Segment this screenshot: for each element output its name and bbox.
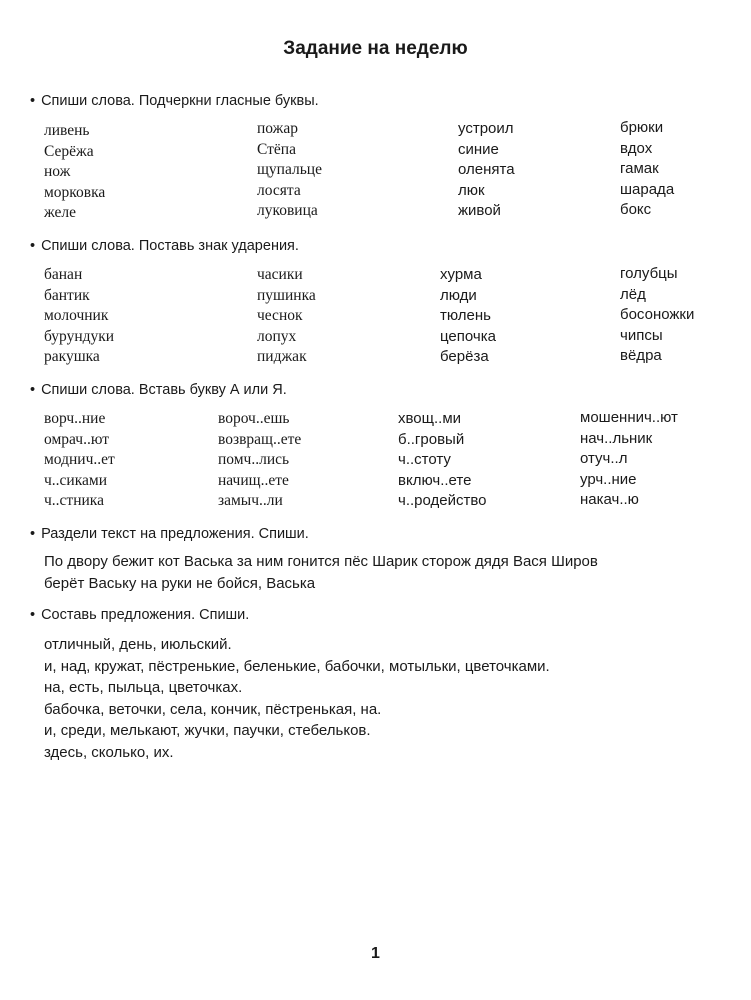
word: голубцы: [620, 265, 678, 282]
word: нож: [44, 163, 71, 180]
sentence-line: на, есть, пыльца, цветочках.: [44, 679, 243, 696]
word: желе: [44, 204, 76, 221]
word: щупальце: [257, 161, 322, 178]
paragraph-line: По двору бежит кот Васька за ним гонится пёс Шарик сторож дядя Вася Широв: [44, 553, 598, 570]
word: вдох: [620, 139, 653, 157]
word: включ..ете: [398, 471, 472, 489]
word: люк: [458, 181, 485, 199]
word: синие: [458, 140, 499, 158]
word: брюки: [620, 119, 664, 136]
instruction-text: Спиши слова. Поставь знак ударения.: [41, 238, 299, 254]
word-column: [257, 119, 322, 222]
page-title: Задание на неделю: [283, 38, 468, 59]
word: пожар: [257, 120, 298, 137]
task-instruction-1: [30, 93, 319, 109]
word: молочник: [44, 307, 109, 324]
word: моднич..ет: [44, 451, 115, 468]
word-column: [620, 264, 694, 367]
word: урч..ние: [580, 470, 637, 488]
sentence-line: бабочка, веточки, села, кончик, пёстренькая, на.: [44, 700, 382, 718]
sentence-line: здесь, сколько, их.: [44, 743, 174, 761]
word: оленята: [458, 161, 515, 178]
word: ч..родейство: [398, 492, 487, 509]
word: возвращ..ете: [218, 430, 302, 448]
word-column: [620, 118, 674, 221]
instruction-text: Спиши слова. Вставь букву А или Я.: [41, 382, 287, 398]
word: чеснок: [257, 307, 303, 324]
bullet: •: [30, 382, 36, 398]
word: ворч..ние: [44, 410, 106, 427]
word: лопух: [257, 327, 297, 345]
instruction-text: Раздели текст на предложения. Спиши.: [41, 526, 309, 542]
page-number: 1: [371, 945, 380, 962]
word: устроил: [458, 120, 514, 137]
word: тюлень: [440, 307, 491, 324]
word-column: [44, 121, 105, 224]
word-column: [257, 265, 316, 368]
word: ч..стоту: [398, 451, 451, 468]
word: лосята: [257, 181, 301, 199]
word: накач..ю: [580, 491, 639, 508]
word: ч..стника: [44, 492, 104, 509]
instruction-text: Спиши слова. Подчеркни гласные буквы.: [41, 93, 319, 109]
word: ракушка: [44, 348, 100, 365]
word: пушинка: [257, 286, 316, 304]
word: берёза: [440, 348, 489, 365]
word: начищ..ете: [218, 471, 289, 489]
word: морковка: [44, 183, 106, 201]
word: шарада: [620, 180, 675, 198]
paragraph-line: берёт Ваську на руки не бойся, Васька: [44, 575, 316, 592]
word: б..гровый: [398, 430, 465, 448]
bullet: •: [30, 238, 36, 254]
word: люди: [440, 286, 477, 304]
sentence-line: и, среди, мелькают, жучки, паучки, стебельков.: [44, 722, 371, 739]
word-column: [440, 265, 496, 368]
sentence-line: и, над, кружат, пёстренькие, беленькие, бабочки, мотыльки, цветочками.: [44, 657, 550, 675]
word: Стёпа: [257, 140, 296, 158]
word: вороч..ешь: [218, 410, 290, 427]
word: хвощ..ми: [398, 410, 462, 427]
word: луковица: [257, 202, 318, 219]
word-column: [580, 408, 678, 511]
word-column: [398, 409, 487, 512]
word: бурундуки: [44, 327, 115, 345]
word: босоножки: [620, 306, 695, 323]
word: банан: [44, 266, 83, 283]
word: нач..льник: [580, 429, 653, 447]
word: бантик: [44, 286, 90, 304]
word: ливень: [44, 122, 90, 139]
word: ч..сиками: [44, 471, 107, 489]
word: живой: [458, 202, 501, 219]
word: помч..лись: [218, 451, 290, 468]
word: лёд: [620, 285, 646, 303]
word: чипсы: [620, 326, 663, 344]
sentence-line: отличный, день, июльский.: [44, 636, 232, 653]
text-paragraph: [44, 551, 598, 595]
word: гамак: [620, 160, 659, 177]
word: мошеннич..ют: [580, 409, 678, 426]
task-instruction-2: [30, 238, 299, 254]
word: цепочка: [440, 327, 496, 345]
word-column: [218, 409, 301, 512]
word: хурма: [440, 266, 482, 283]
bullet: •: [30, 526, 36, 542]
sentence-list: [44, 634, 550, 763]
bullet: •: [30, 93, 36, 109]
word: часики: [257, 266, 303, 283]
word-column: [44, 265, 114, 368]
word: омрач..ют: [44, 430, 109, 448]
word: вёдра: [620, 347, 662, 364]
instruction-text: Составь предложения. Спиши.: [41, 607, 250, 623]
word: Серёжа: [44, 142, 94, 160]
task-instruction-4: [30, 526, 309, 542]
word: отуч..л: [580, 450, 628, 467]
word: бокс: [620, 201, 652, 218]
bullet: •: [30, 607, 36, 623]
task-instruction-3: [30, 382, 287, 398]
word-column: [44, 409, 115, 512]
task-instruction-5: [30, 607, 249, 623]
word: замыч..ли: [218, 492, 283, 509]
word-column: [458, 119, 515, 222]
word: пиджак: [257, 348, 307, 365]
